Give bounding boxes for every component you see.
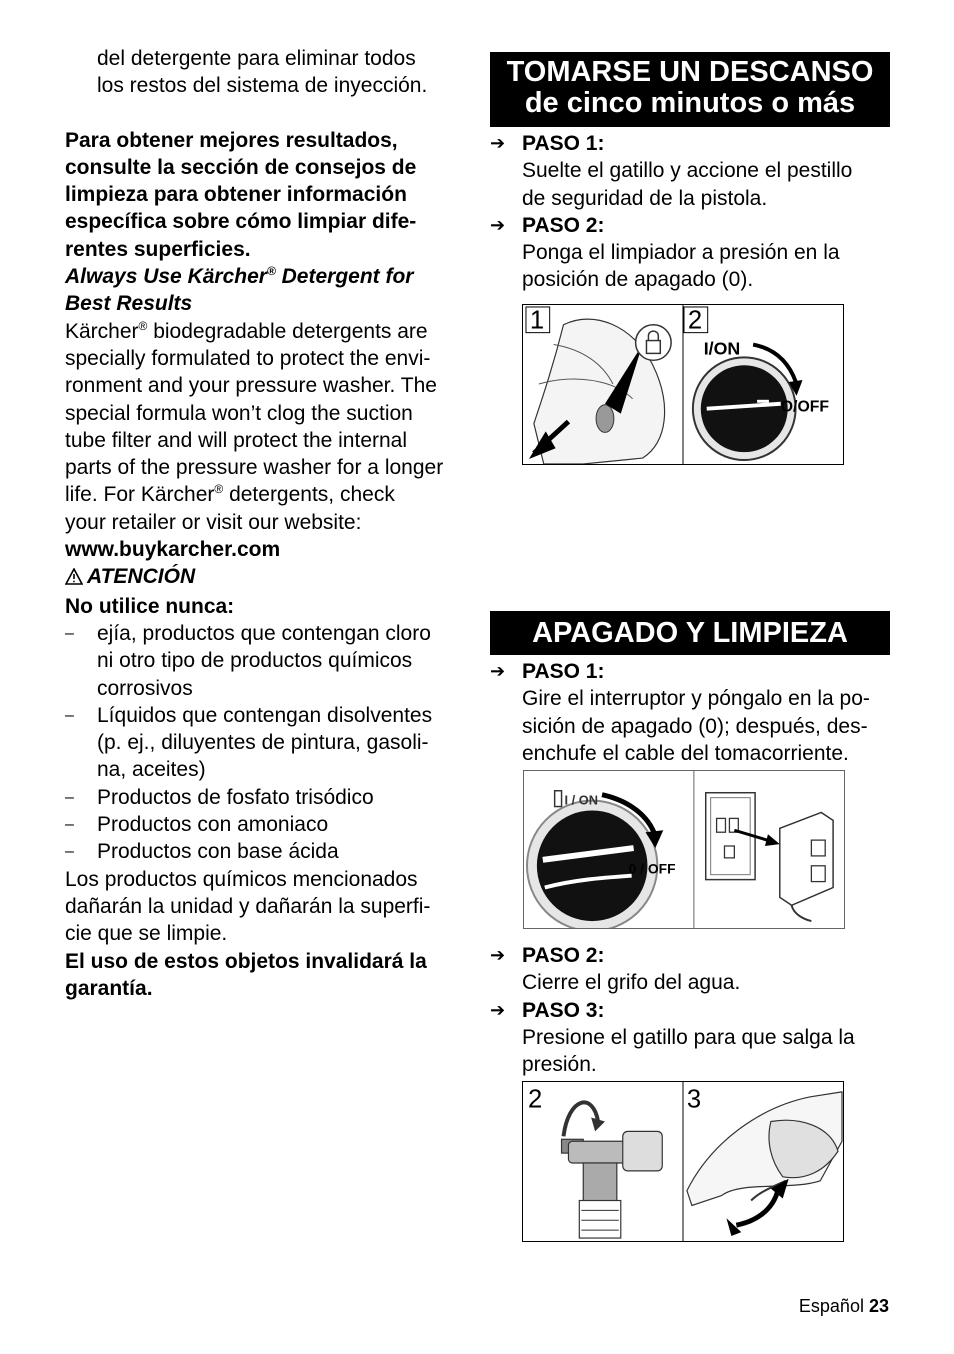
list-item: – ejía, productos que contengan cloro ni otro tipo de productos químicos corrosivos (65, 621, 431, 700)
on-label: I/ON (703, 338, 741, 359)
power-plug-illustration (780, 812, 833, 921)
off-label: O/OFF (780, 398, 830, 416)
always-use-heading: Always Use Kärcher® Detergent for Best Results (65, 264, 414, 316)
chemicals-paragraph: Los productos químicos mencionados dañarán la unidad y dañarán la superfi- cie que se limpie. (65, 867, 431, 946)
figure-number: 2 (687, 306, 703, 335)
list-item: – Productos con amoniaco (65, 813, 329, 837)
best-results-paragraph (65, 127, 465, 263)
figure-number: 1 (529, 306, 545, 335)
intro-line: del detergente para eliminar todos (97, 47, 416, 70)
no-utilice-heading: No utilice nunca: (65, 594, 235, 618)
website-link[interactable]: www.buykarcher.com (65, 538, 281, 562)
step-item: ➔ PASO 3: Presione el gatillo para que salga la presión. (490, 998, 855, 1077)
bold-line: limpieza para obtener información (65, 183, 407, 207)
trigger-press-illustration (687, 1092, 842, 1236)
figure-shutdown-step1 (523, 770, 845, 929)
bold-line: Para obtener mejores resultados, (65, 128, 398, 152)
warning-heading: ATENCIÓN (65, 563, 465, 592)
bold-line: rentes superficies. (65, 237, 251, 261)
intro-line: los restos del sistema de inyección. (97, 74, 428, 98)
arrow-right-icon: ➔ (490, 133, 506, 153)
figure-number: 3 (686, 1085, 702, 1114)
arrow-right-icon: ➔ (490, 999, 506, 1020)
warning-triangle-icon (65, 565, 87, 592)
step-item: ➔ PASO 1: Gire el interruptor y póngalo en la po- sición de apagado (0); después, des- enchufe el cable del tomacorriente. (490, 660, 870, 765)
bold-line: consulte la sección de consejos de (65, 155, 417, 179)
off-label: 0 / OFF (628, 860, 676, 877)
arrow-right-icon: ➔ (490, 214, 506, 235)
page-footer (799, 1296, 889, 1317)
right-column (490, 52, 890, 294)
warranty-paragraph: El uso de estos objetos invalidará la garantía. (65, 949, 427, 1000)
on-label: I / ON (564, 792, 599, 808)
step-item: ➔ PASO 2: Cierre el grifo del agua. (490, 944, 741, 995)
page-number: 23 (868, 1296, 889, 1316)
wall-outlet-illustration (706, 793, 780, 880)
figure-shutdown-steps-2-3 (522, 1081, 844, 1242)
step-item: ➔ PASO 2: Ponga el limpiador a presión en la posición de apagado (0). (490, 213, 840, 292)
section-title-break: TOMARSE UN DESCANSO de cinco minutos o más (490, 52, 890, 127)
arrow-right-icon: ➔ (490, 661, 506, 681)
step-item: ➔ PASO 1: Suelte el gatillo y accione el pestillo de seguridad de la pistola. (490, 132, 853, 210)
section-title-shutdown: APAGADO Y LIMPIEZA (490, 611, 890, 655)
list-item: – Productos de fosfato trisódico (65, 785, 374, 809)
bold-line: específica sobre cómo limpiar dife- (65, 210, 417, 234)
list-item: – Líquidos que contengan disolventes (p. ej., diluyentes de pintura, gasoli- na, aceites) (65, 703, 433, 782)
footer-language: Español (798, 1296, 869, 1316)
right-column-section2b (490, 942, 890, 1078)
right-column-section2 (490, 611, 890, 767)
arrow-right-icon: ➔ (490, 945, 506, 965)
karcher-paragraph: Kärcher® biodegradable detergents are specially formulated to protect the envi- ronment and your pressure washer. The special formula won’t clog the suction tube filter and will protect the internal parts of the pressure washer for a longer life. For Kärcher® detergents, check your retailer or visit our website: www.buykarcher.com (65, 318, 465, 564)
water-faucet-illustration (562, 1102, 663, 1238)
figure-break-steps (522, 304, 844, 465)
list-item: – Productos con base ácida (65, 840, 339, 864)
lock-icon (636, 325, 672, 361)
left-column (65, 45, 465, 1002)
figure-number: 2 (527, 1085, 543, 1114)
intro-paragraph (65, 45, 465, 100)
